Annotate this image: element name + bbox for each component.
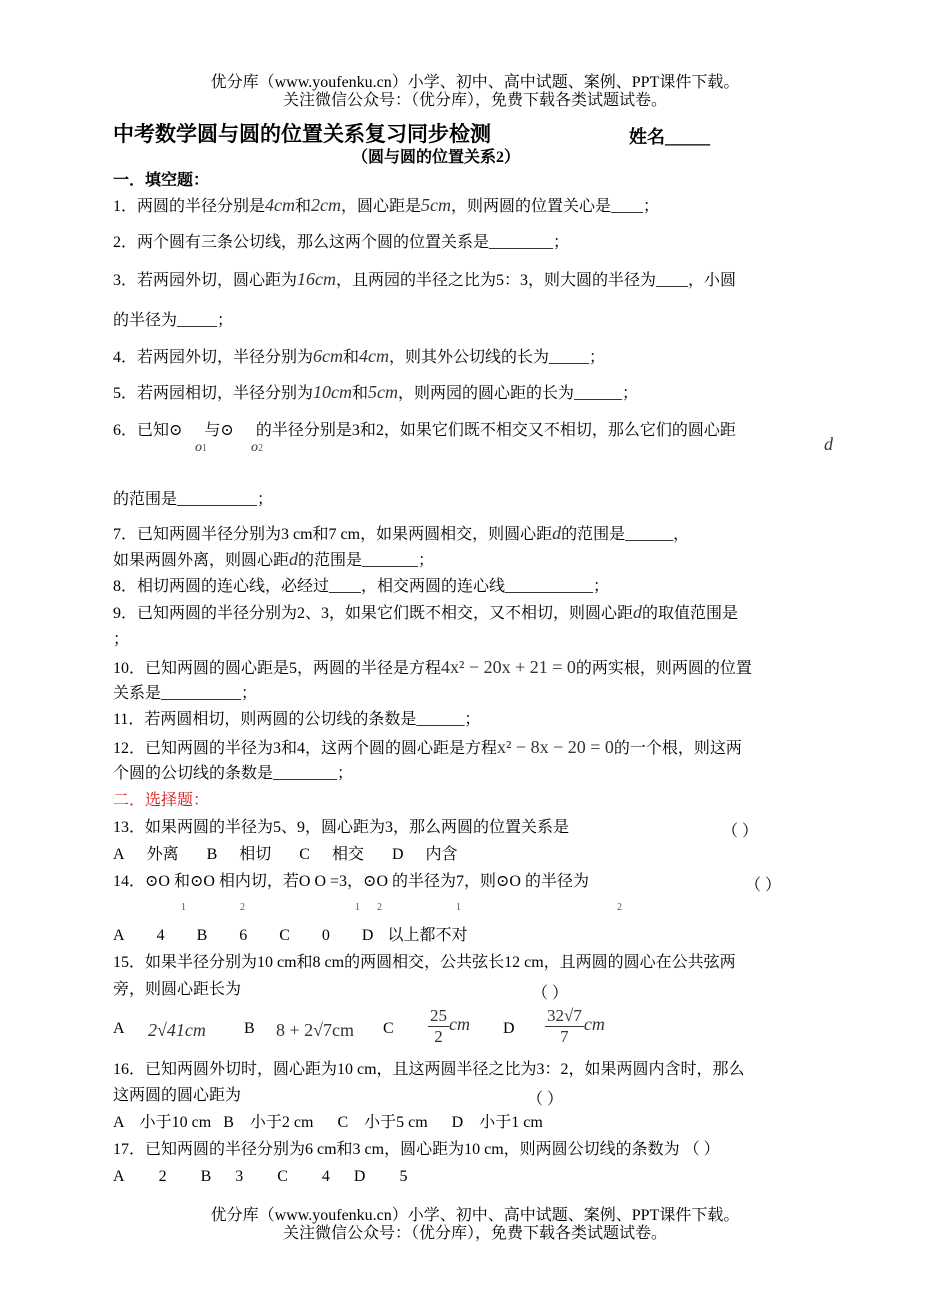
question-12: 12．已知两圆的半径为3和4，这两个圆的圆心距是方程x² − 8x − 20 = 0的一个根，则这两 <box>113 737 742 757</box>
options-17: A 2 B 3 C 4 D 5 <box>113 1168 408 1185</box>
question-17: 17．已知两圆的半径分别为6 cm和3 cm，圆心距为10 cm，则两圆公切线的条数为 （ ） <box>113 1141 720 1158</box>
question-6: 6．已知⊙ 与⊙ 的半径分别是3和2，如果它们既不相交又不相切，那么它们的圆心距 <box>113 422 736 439</box>
footer-line-2: 关注微信公众号：（优分库），免费下载各类试题试卷。 <box>282 1225 667 1242</box>
option-15-c-label: C <box>383 1020 394 1037</box>
question-7-cont: 如果两圆外离，则圆心距d的范围是_______； <box>113 549 435 569</box>
question-16-cont: 这两圆的圆心距为 <box>113 1087 242 1104</box>
question-3: 3．若两园外切，圆心距为16cm，且两园的半径之比为5：3，则大圆的半径为____，小圆 <box>113 269 737 289</box>
question-8: 8．相切两圆的连心线，必经过____，相交两圆的连心线___________； <box>113 578 610 595</box>
question-2: 2．两个圆有三条公切线，那么这两个圆的位置关系是________； <box>113 234 570 251</box>
math-d: d <box>824 434 833 454</box>
option-15-a-expr: 2√41cm <box>148 1020 206 1040</box>
question-15-cont: 旁，则圆心距长为 <box>113 981 242 998</box>
question-11: 11．若两圆相切，则两圆的公切线的条数是______； <box>113 711 481 728</box>
name-field-label: 姓名_____ <box>629 127 710 147</box>
footer-line-1: 优分库（www.youfenku.cn）小学、初中、高中试题、案例、PPT课件下载。 <box>210 1207 740 1224</box>
sub-1a: 1 <box>181 902 186 913</box>
answer-paren-15[interactable]: （ ） <box>532 985 569 1002</box>
subscript-o1: o1 <box>195 440 207 455</box>
question-16: 16．已知两圆外切时，圆心距为10 cm，且这两圆半径之比为3：2，如果两圆内含时，那么 <box>113 1061 745 1078</box>
math-2cm: 2cm <box>311 195 342 215</box>
question-4: 4．若两园外切，半径分别为6cm和4cm，则其外公切线的长为_____； <box>113 346 606 366</box>
answer-paren-16[interactable]: （ ） <box>527 1091 564 1108</box>
options-13: A 外离 B 相切 C 相交 D 内含 <box>113 846 458 863</box>
question-15: 15．如果半径分别为10 cm和8 cm的两圆相交，公共弦长12 cm，且两圆的圆心在公共弦两 <box>113 954 736 971</box>
options-14: A 4 B 6 C 0 D 以上都不对 <box>113 927 468 944</box>
subscript-o2: o2 <box>251 440 263 455</box>
question-3-cont: 的半径为_____； <box>113 312 234 329</box>
answer-paren-14[interactable]: （ ） <box>745 877 782 894</box>
question-1: 1．两圆的半径分别是4cm和2cm，圆心距是5cm，则两圆的位置关心是____； <box>113 195 660 215</box>
option-15-b-label: B <box>244 1020 255 1037</box>
question-9-cont: ； <box>113 631 130 648</box>
header-line-2: 关注微信公众号：（优分库），免费下载各类试题试卷。 <box>282 92 667 109</box>
question-12-cont: 个圆的公切线的条数是________； <box>113 765 354 782</box>
math-4cm: 4cm <box>265 195 296 215</box>
equation-12: x² − 8x − 20 = 0 <box>497 737 614 757</box>
question-6-cont: 的范围是__________； <box>113 491 274 508</box>
sub-2b: 2 <box>377 902 382 913</box>
sub-1c: 1 <box>456 902 461 913</box>
math-5cm: 5cm <box>421 195 452 215</box>
section-choice-heading: 二．选择题： <box>113 792 210 809</box>
option-15-c-expr: $\frac{25}{2}$ cm <box>430 1006 470 1046</box>
question-13: 13．如果两圆的半径为5、9，圆心距为3，那么两圆的位置关系是 <box>113 819 570 836</box>
option-15-b-expr: 8 + 2√7cm <box>276 1020 355 1040</box>
answer-paren-13[interactable]: （ ） <box>722 823 759 840</box>
page-title: 中考数学圆与圆的位置关系复习同步检测 <box>113 122 491 146</box>
options-16: A 小于10 cm B 小于2 cm C 小于5 cm D 小于1 cm <box>113 1114 543 1131</box>
question-10: 10．已知两圆的圆心距是5，两圆的半径是方程4x² − 20x + 21 = 0的两实根，则两圆的位置 <box>113 657 752 677</box>
question-10-cont: 关系是__________； <box>113 685 258 702</box>
sub-1b: 1 <box>355 902 360 913</box>
page-subtitle: （圆与圆的位置关系2） <box>352 149 521 166</box>
option-15-d-expr: $\frac{32√7}{7}$ cm <box>547 1006 605 1046</box>
question-14: 14．⊙O 和⊙O 相内切，若O O =3，⊙O 的半径为7，则⊙O 的半径为 <box>113 873 589 890</box>
equation-10: 4x² − 20x + 21 = 0 <box>441 657 576 677</box>
question-5: 5．若两园相切，半径分别为10cm和5cm，则两园的圆心距的长为______； <box>113 382 639 402</box>
option-15-a-label: A <box>113 1020 125 1037</box>
sub-2c: 2 <box>617 902 622 913</box>
sub-2a: 2 <box>240 902 245 913</box>
question-7: 7．已知两圆半径分别为3 cm和7 cm，如果两圆相交，则圆心距d的范围是______， <box>113 523 690 543</box>
section-fill-heading: 一．填空题： <box>113 172 210 189</box>
option-15-d-label: D <box>503 1020 515 1037</box>
question-9: 9．已知两圆的半径分别为2、3，如果它们既不相交，又不相切，则圆心距d的取值范围是 <box>113 602 739 622</box>
header-line-1: 优分库（www.youfenku.cn）小学、初中、高中试题、案例、PPT课件下载。 <box>210 74 740 91</box>
